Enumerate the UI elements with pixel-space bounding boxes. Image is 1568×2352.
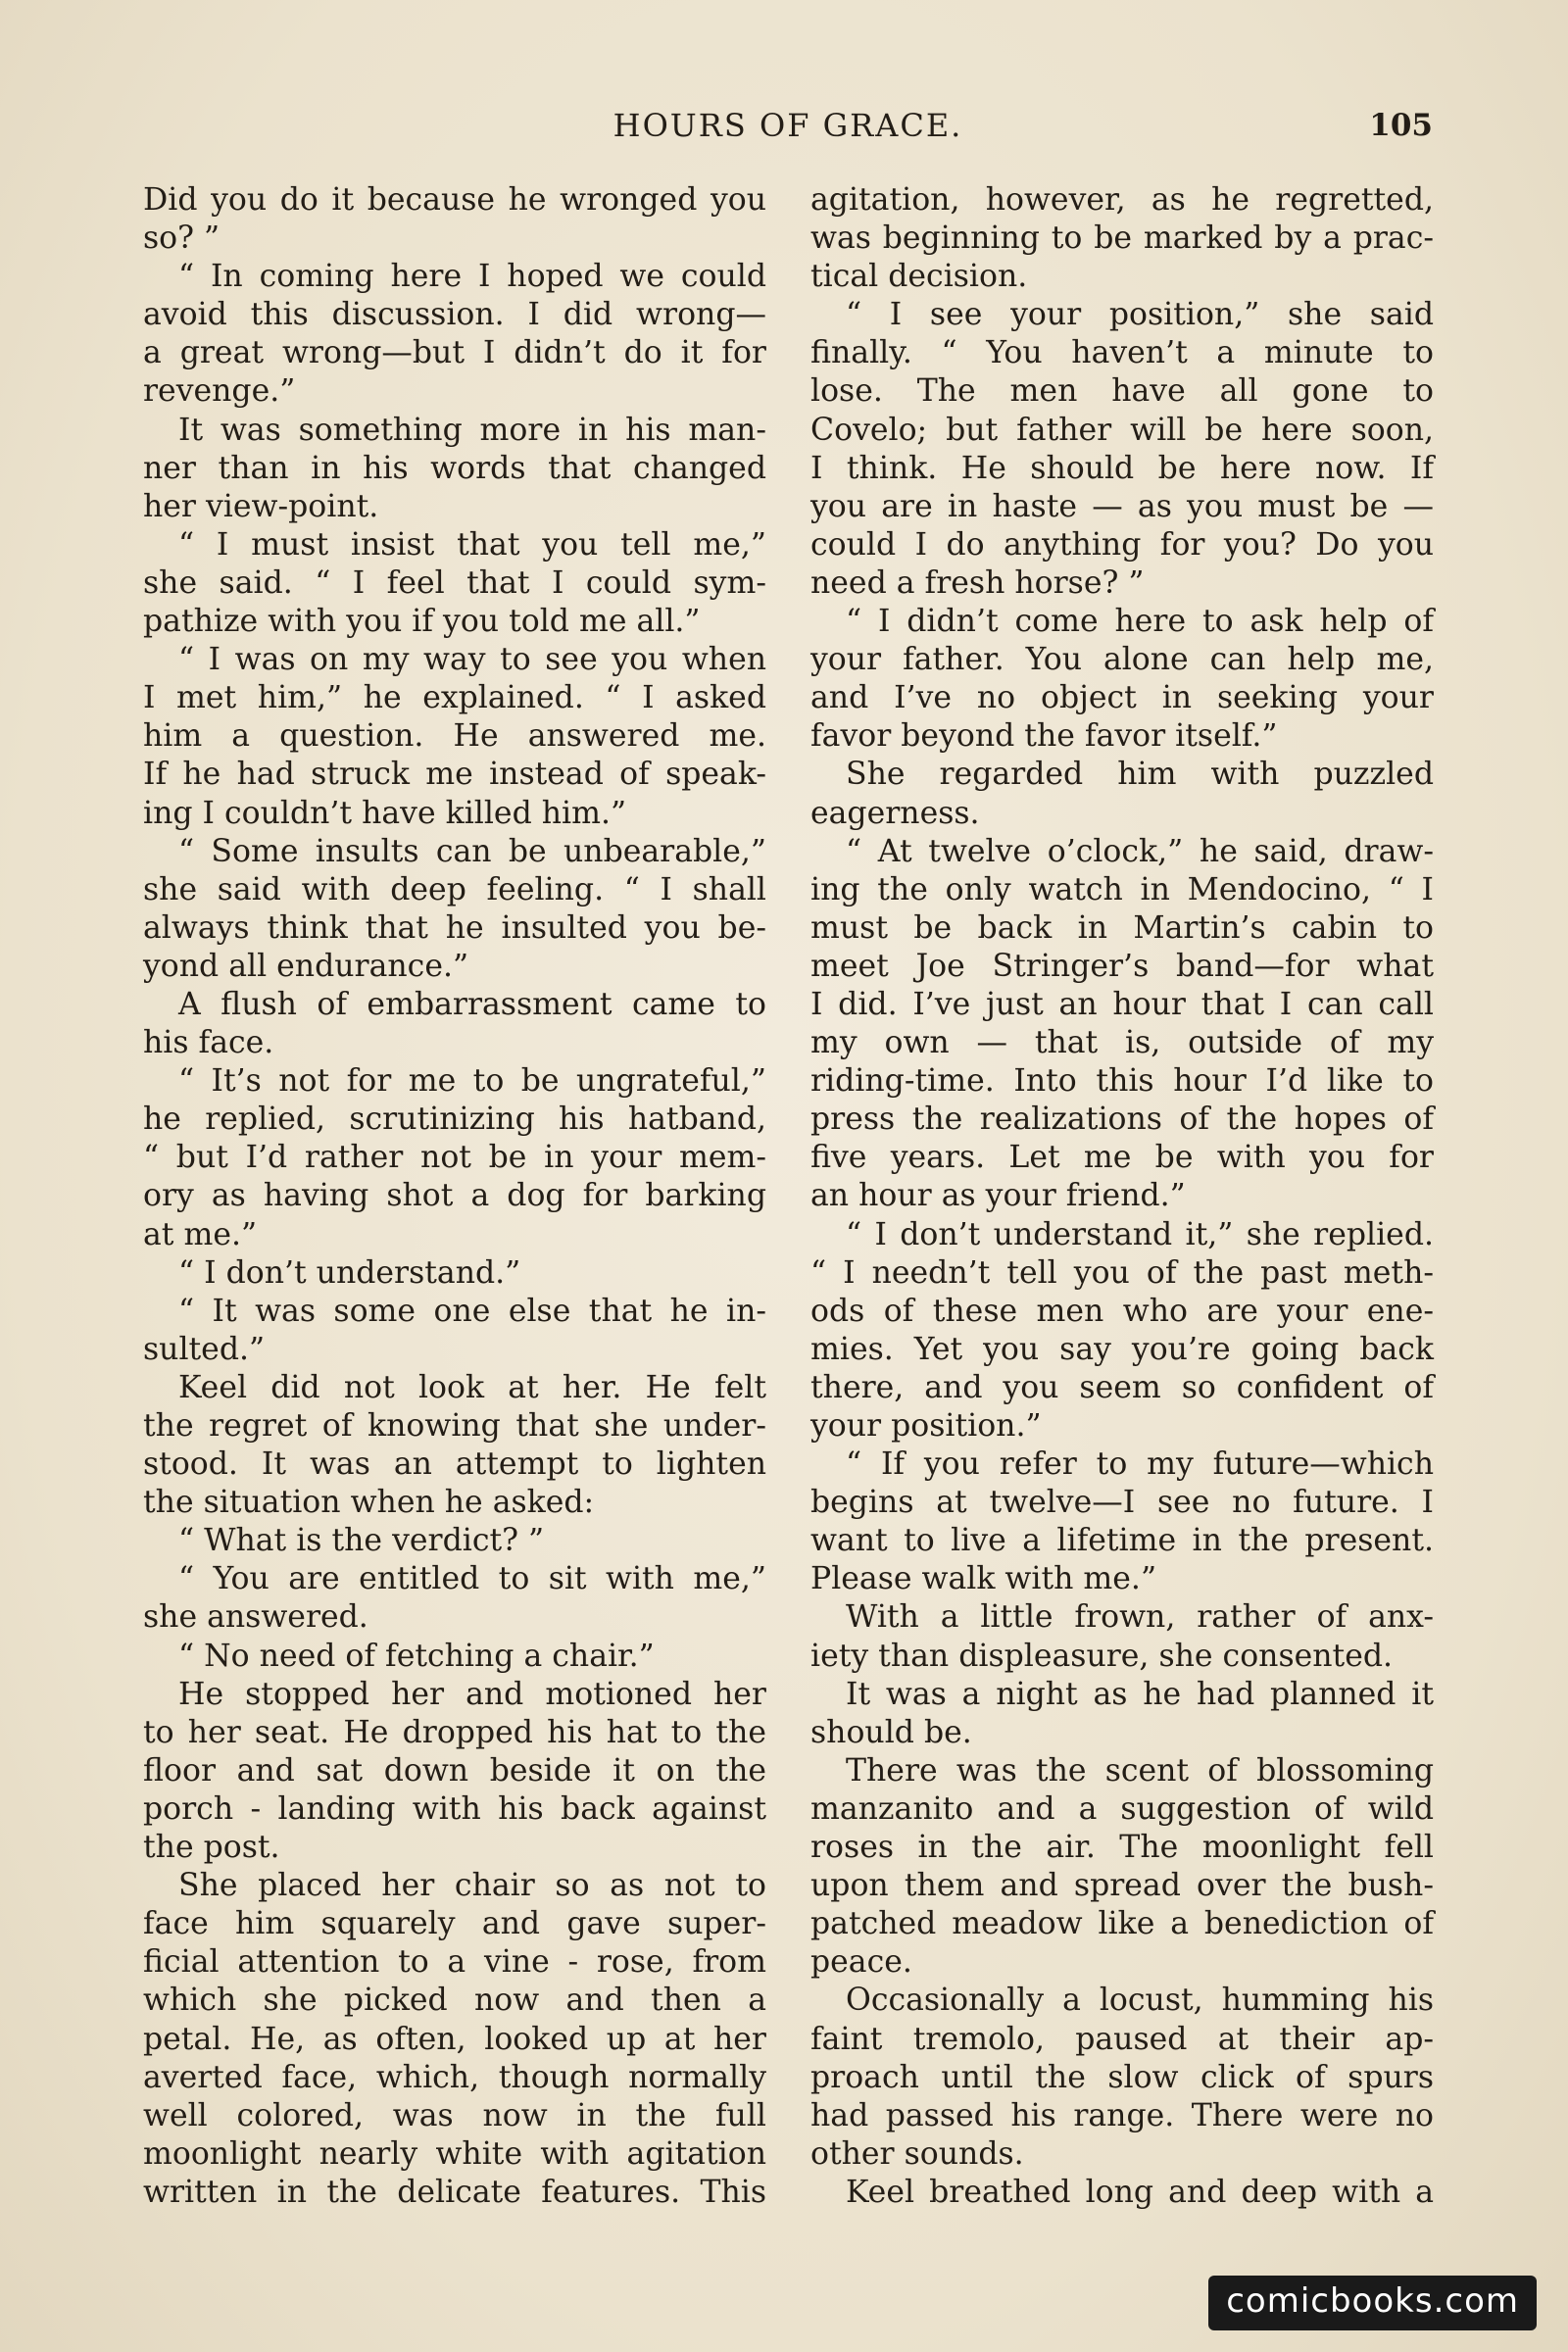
text-line: and I’ve no object in seeking your bbox=[810, 680, 1434, 716]
text-line: roses in the air. The moonlight fell bbox=[810, 1830, 1434, 1866]
page-number: 105 bbox=[1369, 108, 1433, 143]
text-line: stood. It was an attempt to lighten bbox=[143, 1446, 766, 1483]
text-line: my own — that is, outside of my bbox=[810, 1025, 1434, 1061]
text-line: “ I was on my way to see you when bbox=[178, 642, 766, 678]
text-line: I think. He should be here now. If bbox=[810, 450, 1434, 486]
text-line: Please walk with me.” bbox=[810, 1561, 1157, 1597]
text-line: I met him,” he explained. “ I asked bbox=[143, 680, 766, 716]
text-line: pathize with you if you told me all.” bbox=[143, 604, 701, 640]
text-line: an hour as your friend.” bbox=[810, 1178, 1186, 1214]
text-line: was beginning to be marked by a prac- bbox=[810, 220, 1434, 257]
text-line: I did. I’ve just an hour that I can call bbox=[810, 986, 1434, 1022]
text-line: “ If you refer to my future—which bbox=[846, 1446, 1434, 1483]
text-line: manzanito and a suggestion of wild bbox=[810, 1790, 1434, 1827]
text-line: upon them and spread over the bush- bbox=[810, 1868, 1434, 1904]
text-line: mies. Yet you say you’re going back bbox=[810, 1331, 1434, 1367]
text-line: proach until the slow click of spurs bbox=[810, 2059, 1434, 2095]
text-line: had passed his range. There were no bbox=[810, 2097, 1434, 2133]
text-line: ing the only watch in Mendocino, “ I bbox=[810, 871, 1434, 907]
text-line: “ I don’t understand it,” she replied. bbox=[846, 1216, 1434, 1252]
text-line: Did you do it because he wronged you bbox=[143, 182, 766, 218]
text-line: she said. “ I feel that I could sym- bbox=[143, 564, 766, 601]
text-line: porch - landing with his back against bbox=[143, 1790, 766, 1827]
text-line: floor and sat down beside it on the bbox=[143, 1752, 766, 1788]
text-line: patched meadow like a benediction of bbox=[810, 1906, 1434, 1942]
text-line: Covelo; but father will be here soon, bbox=[810, 412, 1434, 448]
text-line: so? ” bbox=[143, 220, 220, 257]
text-line: agitation, however, as he regretted, bbox=[810, 182, 1434, 218]
running-title: HOURS OF GRACE. bbox=[612, 107, 963, 144]
text-line: tical decision. bbox=[810, 259, 1028, 295]
text-line: begins at twelve—I see no future. I bbox=[810, 1485, 1434, 1521]
text-line: at me.” bbox=[143, 1216, 258, 1252]
text-line: which she picked now and then a bbox=[143, 1983, 766, 2019]
text-line: finally. “ You haven’t a minute to bbox=[810, 335, 1434, 371]
text-line: peace. bbox=[810, 1944, 912, 1981]
text-line: “ I needn’t tell you of the past meth- bbox=[810, 1254, 1434, 1291]
text-line: moonlight nearly white with agitation bbox=[143, 2135, 766, 2172]
text-line: riding-time. Into this hour I’d like to bbox=[810, 1063, 1434, 1100]
text-line: need a fresh horse? ” bbox=[810, 564, 1145, 601]
text-line: him a question. He answered me. bbox=[143, 718, 766, 755]
text-line: sulted.” bbox=[143, 1331, 266, 1367]
text-line: If he had struck me instead of speak- bbox=[143, 757, 766, 793]
text-line: ner than in his words that changed bbox=[143, 450, 766, 486]
text-line: With a little frown, rather of anx- bbox=[846, 1599, 1434, 1636]
text-line: she said with deep feeling. “ I shall bbox=[143, 871, 766, 907]
text-line: “ I don’t understand.” bbox=[178, 1254, 521, 1291]
text-line: “ I didn’t come here to ask help of bbox=[846, 604, 1434, 640]
text-line: ods of these men who are your ene- bbox=[810, 1293, 1434, 1329]
text-line: she answered. bbox=[143, 1599, 368, 1636]
running-header bbox=[143, 102, 1433, 157]
text-line: want to live a lifetime in the present. bbox=[810, 1523, 1434, 1559]
text-line: favor beyond the favor itself.” bbox=[810, 718, 1278, 755]
text-line: ficial attention to a vine - rose, from bbox=[143, 1944, 766, 1981]
text-line: should be. bbox=[810, 1714, 972, 1750]
text-line: “ You are entitled to sit with me,” bbox=[178, 1561, 766, 1597]
text-line: your father. You alone can help me, bbox=[810, 642, 1434, 678]
text-line: Keel did not look at her. He felt bbox=[178, 1369, 766, 1405]
text-line: your position.” bbox=[810, 1408, 1042, 1444]
text-line: the situation when he asked: bbox=[143, 1485, 595, 1521]
text-line: always think that he insulted you be- bbox=[143, 909, 766, 946]
text-line: to her seat. He dropped his hat to the bbox=[143, 1714, 766, 1750]
text-line: written in the delicate features. This bbox=[143, 2174, 766, 2210]
text-line: “ No need of fetching a chair.” bbox=[178, 1638, 655, 1674]
text-column-right bbox=[810, 181, 1434, 2212]
text-line: He stopped her and motioned her bbox=[178, 1676, 766, 1712]
text-line: “ It’s not for me to be ungrateful,” bbox=[178, 1063, 766, 1100]
text-line: ory as having shot a dog for barking bbox=[143, 1178, 766, 1214]
text-line: he replied, scrutinizing his hatband, bbox=[143, 1102, 766, 1138]
text-line: lose. The men have all gone to bbox=[810, 373, 1434, 410]
text-column-left bbox=[143, 181, 766, 2212]
text-line: the post. bbox=[143, 1830, 280, 1866]
text-line: there, and you seem so confident of bbox=[810, 1369, 1434, 1405]
text-line: “ Some insults can be unbearable,” bbox=[178, 833, 766, 869]
watermark-logo: comicbooks.com bbox=[1208, 2276, 1537, 2330]
text-line: Occasionally a locust, humming his bbox=[846, 1983, 1434, 2019]
text-line: press the realizations of the hopes of bbox=[810, 1102, 1434, 1138]
text-line: a great wrong—but I didn’t do it for bbox=[143, 335, 766, 371]
text-line: ing I couldn’t have killed him.” bbox=[143, 795, 627, 831]
text-line: “ I must insist that you tell me,” bbox=[178, 526, 766, 563]
text-line: “ It was some one else that he in- bbox=[178, 1293, 766, 1329]
text-line: must be back in Martin’s cabin to bbox=[810, 909, 1434, 946]
text-line: “ I see your position,” she said bbox=[846, 297, 1434, 333]
text-line: “ What is the verdict? ” bbox=[178, 1523, 545, 1559]
text-line: “ In coming here I hoped we could bbox=[178, 259, 766, 295]
text-line: meet Joe Stringer’s band—for what bbox=[810, 948, 1434, 984]
text-line: She regarded him with puzzled bbox=[846, 757, 1434, 793]
text-line: There was the scent of blossoming bbox=[846, 1752, 1434, 1788]
text-line: you are in haste — as you must be — bbox=[810, 488, 1434, 524]
text-line: yond all endurance.” bbox=[143, 948, 469, 984]
text-line: could I do anything for you? Do you bbox=[810, 526, 1434, 563]
text-line: his face. bbox=[143, 1025, 274, 1061]
text-line: faint tremolo, paused at their ap- bbox=[810, 2021, 1434, 2057]
text-line: Keel breathed long and deep with a bbox=[846, 2174, 1434, 2210]
text-line: “ At twelve o’clock,” he said, draw- bbox=[846, 833, 1434, 869]
text-line: other sounds. bbox=[810, 2135, 1024, 2172]
text-line: iety than displeasure, she consented. bbox=[810, 1638, 1394, 1674]
text-line: petal. He, as often, looked up at her bbox=[143, 2021, 766, 2057]
text-line: five years. Let me be with you for bbox=[810, 1140, 1434, 1176]
text-line: It was something more in his man- bbox=[178, 412, 766, 448]
text-line: face him squarely and gave super- bbox=[143, 1906, 766, 1942]
text-line: It was a night as he had planned it bbox=[846, 1676, 1434, 1712]
text-line: avoid this discussion. I did wrong— bbox=[143, 297, 766, 333]
text-line: A flush of embarrassment came to bbox=[178, 986, 766, 1022]
text-line: eagerness. bbox=[810, 795, 980, 831]
text-line: She placed her chair so as not to bbox=[178, 1868, 766, 1904]
text-line: averted face, which, though normally bbox=[143, 2059, 766, 2095]
text-line: “ but I’d rather not be in your mem- bbox=[143, 1140, 766, 1176]
text-line: the regret of knowing that she under- bbox=[143, 1408, 766, 1444]
text-line: revenge.” bbox=[143, 373, 296, 410]
text-line: her view-point. bbox=[143, 488, 379, 524]
text-line: well colored, was now in the full bbox=[143, 2097, 766, 2133]
